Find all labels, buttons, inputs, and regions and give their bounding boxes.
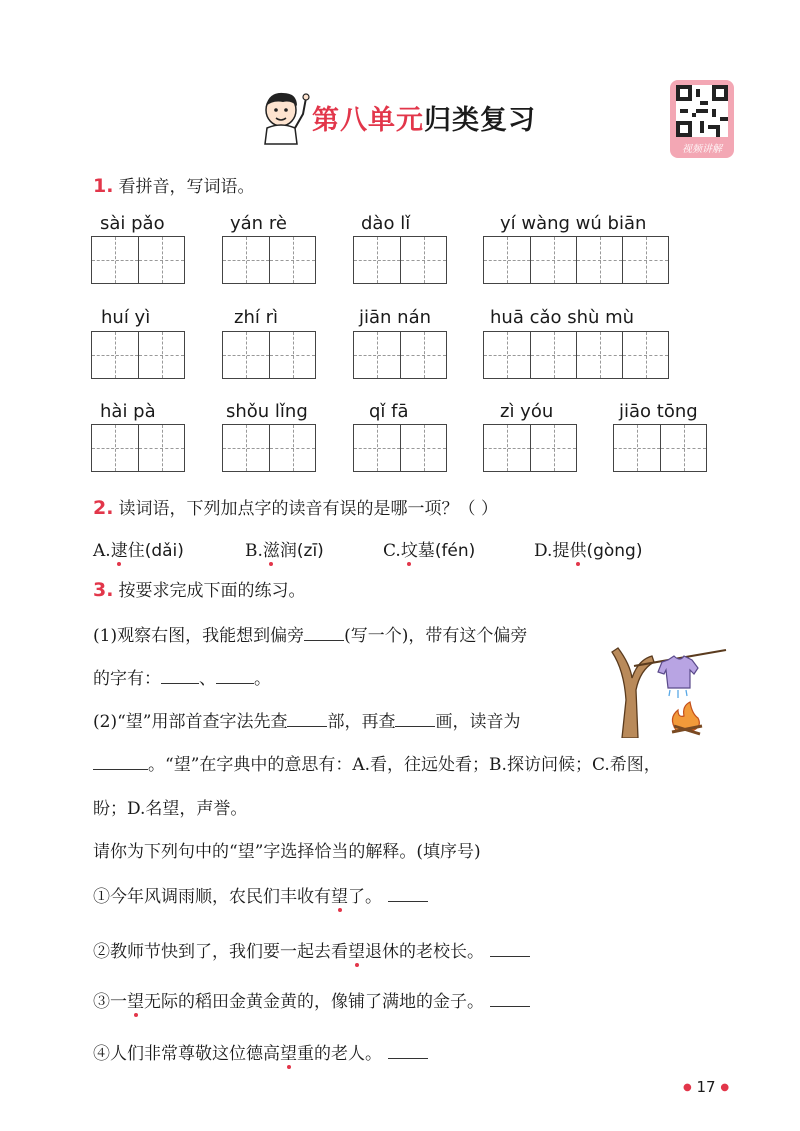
answer-blank[interactable] <box>287 708 327 727</box>
sentence-2: ②教师节快到了，我们要一起去看望退休的老校长。 <box>93 937 530 962</box>
dotted-char: 望 <box>127 987 144 1012</box>
question-number: 1. <box>93 175 114 197</box>
pinyin-label: sài pǎo <box>100 213 165 234</box>
question-text: 看拼音，写词语。 <box>118 177 255 197</box>
writing-grid[interactable] <box>91 331 185 379</box>
option-d[interactable]: D.提供(gòng) <box>534 536 642 561</box>
writing-grid[interactable] <box>483 331 669 379</box>
qr-code-badge[interactable] <box>670 80 734 158</box>
pinyin-label: hài pà <box>100 401 156 422</box>
question-number: 2. <box>93 497 114 519</box>
writing-grid[interactable] <box>353 236 447 284</box>
pinyin-label: yán rè <box>230 213 287 234</box>
answer-blank[interactable] <box>490 988 530 1007</box>
dotted-char: 供 <box>569 536 586 561</box>
question-2-heading <box>93 494 498 519</box>
writing-grid[interactable] <box>353 331 447 379</box>
pinyin-label: shǒu lǐng <box>226 401 308 422</box>
pinyin-label: zì yóu <box>500 401 554 422</box>
option-a[interactable]: A.逮住(dǎi) <box>93 536 184 561</box>
part-1-line-2: 的字有： 、 。 <box>93 664 271 689</box>
answer-blank[interactable] <box>388 1040 428 1059</box>
answer-blank[interactable] <box>93 751 148 770</box>
part-1-line-1: (1)观察右图，我能想到偏旁 (写一个)，带有这个偏旁 <box>93 621 527 646</box>
dotted-char: 滋 <box>263 536 280 561</box>
pinyin-label: jiān nán <box>359 307 432 328</box>
question-text: 读词语，下列加点字的读音有误的是哪一项？（ ） <box>118 499 498 519</box>
dotted-char: 望 <box>348 937 365 962</box>
part-2-line-2: 。“望”在字典中的意思有：A.看，往远处看；B.探访问候；C.希图， <box>93 750 661 775</box>
answer-blank[interactable] <box>490 938 530 957</box>
option-c[interactable]: C.坟墓(fén) <box>383 536 475 561</box>
part-2-line-3: 盼；D.名望，声誉。 <box>93 799 248 819</box>
pinyin-label: jiāo tōng <box>619 401 698 422</box>
writing-grid[interactable] <box>222 424 316 472</box>
pinyin-label: dào lǐ <box>361 213 411 234</box>
sentence-4: ④人们非常尊敬这位德高望重的老人。 <box>93 1039 428 1064</box>
answer-blank[interactable] <box>304 622 344 641</box>
sentence-3: ③一望无际的稻田金黄金黄的，像铺了满地的金子。 <box>93 987 530 1012</box>
dotted-char: 逮 <box>111 536 128 561</box>
writing-grid[interactable] <box>222 236 316 284</box>
qr-label: 视频讲解 <box>682 144 722 155</box>
instruction: 请你为下列句中的“望”字选择恰当的解释。(填序号) <box>93 842 481 862</box>
qr-code-icon <box>676 85 728 137</box>
page-title <box>312 98 536 137</box>
tree-shirt-fire-illustration <box>608 630 728 738</box>
bullet-icon: ● <box>720 1082 730 1093</box>
question-text: 按要求完成下面的练习。 <box>118 581 306 601</box>
writing-grid[interactable] <box>483 236 669 284</box>
pinyin-label: huí yì <box>101 307 151 328</box>
answer-blank[interactable] <box>388 883 428 902</box>
page-number: ● 17 ● <box>683 1078 730 1096</box>
cartoon-boy-illustration <box>255 88 311 146</box>
writing-grid[interactable] <box>613 424 707 472</box>
answer-blank[interactable] <box>161 665 199 684</box>
question-3-heading <box>93 576 306 601</box>
writing-grid[interactable] <box>222 331 316 379</box>
pinyin-label: qǐ fā <box>369 401 409 422</box>
dotted-char: 望 <box>280 1039 297 1064</box>
title-unit: 第八单元 <box>312 105 424 136</box>
part-2-line-1: (2)“望”用部首查字法先查 部，再查 画，读音为 <box>93 707 520 732</box>
writing-grid[interactable] <box>91 424 185 472</box>
writing-grid[interactable] <box>483 424 577 472</box>
title-review: 归类复习 <box>424 105 536 136</box>
pinyin-label: yí wàng wú biān <box>500 213 647 234</box>
answer-blank[interactable] <box>395 708 435 727</box>
writing-grid[interactable] <box>91 236 185 284</box>
pinyin-label: zhí rì <box>234 307 278 328</box>
dotted-char: 坟 <box>401 536 418 561</box>
question-number: 3. <box>93 579 114 601</box>
answer-blank[interactable] <box>216 665 254 684</box>
writing-grid[interactable] <box>353 424 447 472</box>
dotted-char: 望 <box>331 882 348 907</box>
bullet-icon: ● <box>683 1082 692 1093</box>
sentence-1: ①今年风调雨顺，农民们丰收有望了。 <box>93 882 428 907</box>
question-1-heading <box>93 172 255 197</box>
pinyin-label: huā cǎo shù mù <box>490 307 635 328</box>
option-b[interactable]: B.滋润(zī) <box>245 536 324 561</box>
